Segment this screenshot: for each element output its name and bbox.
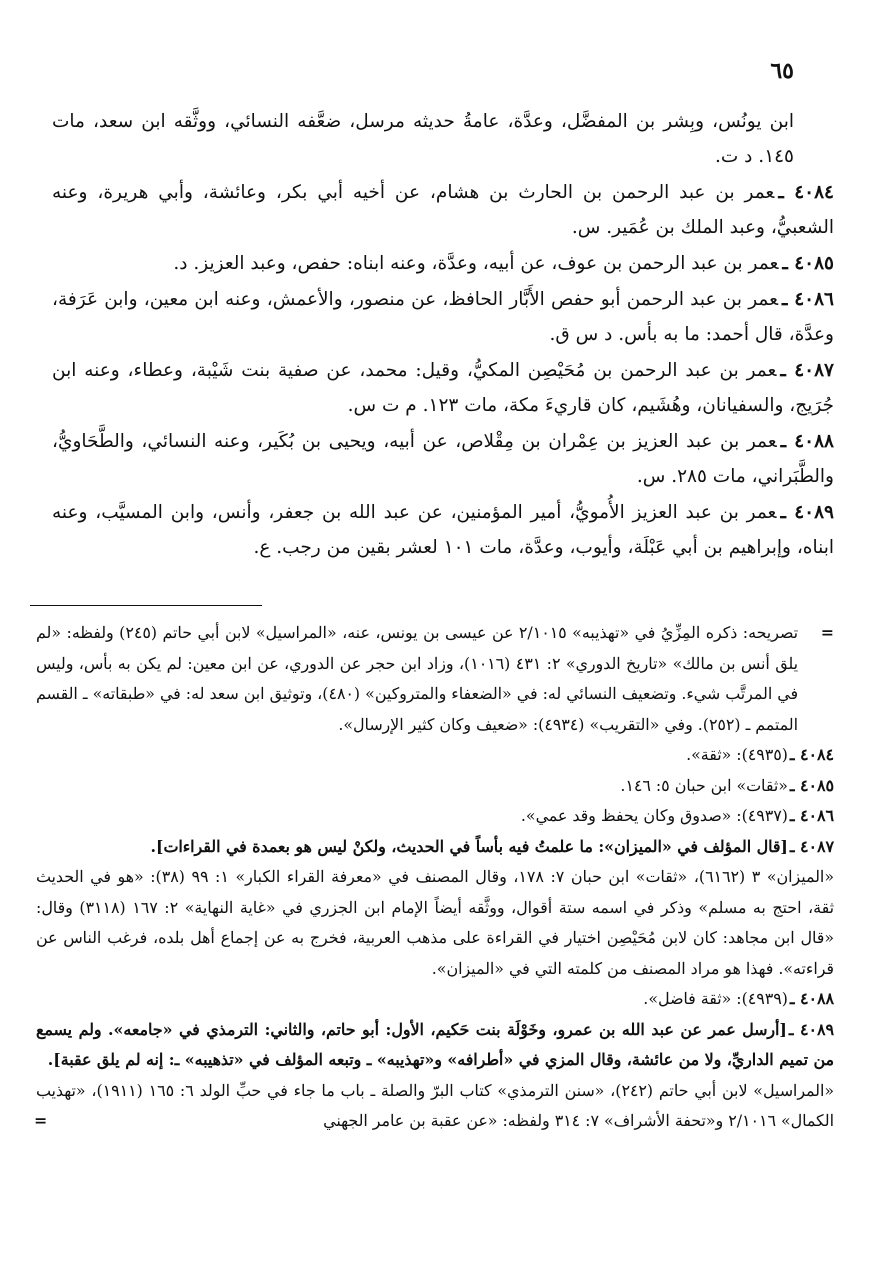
entry-text: عمر بن عبد العزيز بن عِمْران بن مِقْلاص، عن أبيه، ويحيى بن بُكَير، وعنه النسائي، والطَّحَاويُّ، والطَّبَراني، مات ٢٨٥. س.	[52, 431, 834, 487]
footnote-4083-continuation	[36, 618, 834, 740]
entry-4086	[52, 282, 834, 352]
page-number: ٦٥	[770, 58, 794, 84]
footnote-4089	[36, 1015, 834, 1137]
footnote-text: «المراسيل» لابن أبي حاتم (٢٤٢)، «سنن الترمذي» كتاب البرّ والصلة ـ باب ما جاء في حبِّ الولد ٦: ١٦٥ (١٩١١)، «تهذيب الكمال» ٢/١٠١٦ و«تحفة الأشراف» ٧: ٣١٤ ولفظه: «عن عقبة بن عامر الجهني	[36, 1080, 835, 1130]
footnote-number: ٤٠٨٨ ـ	[789, 989, 834, 1008]
footnote-number: ٤٠٨٤ ـ	[789, 745, 834, 764]
entry-4089	[52, 495, 834, 565]
entry-text: عمر بن عبد الرحمن بن مُحَيْصِن المكيُّ، وقيل: محمد، عن صفية بنت شَيْبة، وعطاء، وعنه ابن جُرَيج، والسفيانان، وهُشَيم، كان قاريءَ مكة، مات ١٢٣. م ت س.	[52, 360, 834, 416]
entry-number: ٤٠٨٧ ـ	[780, 360, 834, 381]
footnote-text: تصريحه: ذكره المِزِّيُ في «تهذيبه» ٢/١٠١٥ عن عيسى بن يونس، عنه، «المراسيل» لابن أبي حاتم (٢٤٥) ولفظه: «لم يلق أنس بن مالك» «تاريخ الدوري» ٢: ٤٣١ (١٠١٦)، وزاد ابن حجر عن الدوري، عن ابن معين: لم يكن به بأس، وليس في المرتَّب شيء. وتضعيف النسائي له: في «الضعفاء والمتروكين» (٤٨٠)، وتوثيق ابن سعد له: في «طبقاته» ـ القسم المتمم ـ (٢٥٢). وفي «التقريب» (٤٩٣٤): «ضعيف وكان كثير الإرسال».	[36, 623, 799, 734]
continuation-mark: =	[34, 1111, 48, 1130]
entry-4085	[52, 246, 834, 281]
footnote-4088	[36, 984, 834, 1015]
entry-number: ٤٠٨٨ ـ	[780, 431, 834, 452]
footnote-4087	[36, 832, 834, 985]
footnote-4084	[36, 740, 834, 771]
entry-number: ٤٠٨٦ ـ	[782, 289, 834, 310]
footnote-4085	[36, 771, 834, 802]
entry-number: ٤٠٨٥ ـ	[782, 253, 834, 274]
footnote-separator	[30, 605, 262, 606]
entry-text: عمر بن عبد العزيز الأُمويُّ، أمير المؤمنين، عن عبد الله بن جعفر، وأنس، وابن المسيَّب، وعنه ابناه، وإبراهيم بن أبي عَبْلَة، وأيوب، وعدَّة، مات ١٠١ لعشر بقين من رجب. ع.	[52, 502, 834, 558]
footnote-number: ٤٠٨٩ ـ	[788, 1019, 834, 1039]
footnote-4086	[36, 801, 834, 832]
entry-text: عمر بن عبد الرحمن بن عوف، عن أبيه، وعدَّة، وعنه ابناه: حفص، وعبد العزيز. د.	[173, 253, 779, 274]
footnote-bold-text: [أرسل عمر عن عبد الله بن عمرو، وخَوْلَة بنت حَكيم، الأول: أبو حاتم، والثاني: الترمذي في «جامعه». ولم يسمع من تميم الداريِّ، ولا من عائشة، وقال المزي في «أطرافه» و«تهذيبه» ـ وتبعه المؤلف في «تذهيبه» ـ: إنه لم يلق عقبة].	[36, 1019, 834, 1069]
footnotes	[36, 618, 834, 1137]
footnote-number: ٤٠٨٧ ـ	[789, 836, 834, 856]
footnote-text: (٤٩٣٧): «صدوق وكان يحفظ وقد عمي».	[520, 806, 788, 825]
entry-4088	[52, 424, 834, 494]
footnote-text: «الميزان» ٣ (٦١٦٢)، «ثقات» ابن حبان ٧: ١٧٨، وقال المصنف في «معرفة القراء الكبار» ١: ٩٩ (٣٨): «هو في الحديث ثقة، احتج به مسلم» وذكر في اسمه ستة أقوال، ووثَّقه أيضاً الإمام ابن الجزري في «غاية النهاية» ٢: ١٦٧ (٣١١٨) وقال: «قال ابن مجاهد: كان لابن مُحَيْصِن اختيار في القراءة على مذهب العربية، فخرج به عن إجماع أهل بلده، فرغب الناس عن قراءته». فهذا هو مراد المصنف من كلمته التي في «الميزان».	[36, 867, 834, 978]
entry-number: ٤٠٨٤ ـ	[778, 182, 834, 203]
entry-text: عمر بن عبد الرحمن أبو حفص الأَبَّار الحافظ، عن منصور، والأعمش، وعنه ابن معين، وابن عَرَفة، وعدَّة، قال أحمد: ما به بأس. د س ق.	[52, 289, 834, 345]
footnote-bold-text: [قال المؤلف في «الميزان»: ما علمتُ فيه بأساً في الحديث، ولكنْ ليس هو بعمدة في القراءات].	[150, 836, 788, 856]
entry-4087	[52, 353, 834, 423]
footnote-text: (٤٩٣٥): «ثقة».	[686, 745, 788, 764]
entry-continuation	[52, 104, 834, 174]
footnote-number: ٤٠٨٥ ـ	[789, 775, 834, 795]
biography-entries	[52, 104, 834, 566]
entry-text: ابن يونُس، وبِشر بن المفضَّل، وعدَّة، عامةُ حديثه مرسل، ضعَّفه النسائي، ووثَّقه ابن سعد، مات ١٤٥. د ت.	[52, 111, 794, 167]
entry-text: عمر بن عبد الرحمن بن الحارث بن هشام، عن أخيه أبي بكر، وعائشة، وأبي هريرة، وعنه الشعبيُّ، وعبد الملك بن عُمَير. س.	[52, 182, 834, 238]
entry-number: ٤٠٨٩ ـ	[780, 502, 834, 523]
continuation-mark: =	[820, 623, 834, 642]
entry-4084	[52, 175, 834, 245]
footnote-text: «ثقات» ابن حبان ٥: ١٤٦.	[620, 775, 788, 795]
footnote-number: ٤٠٨٦ ـ	[789, 806, 834, 825]
footnote-text: (٤٩٣٩): «ثقة فاضل».	[643, 989, 788, 1008]
